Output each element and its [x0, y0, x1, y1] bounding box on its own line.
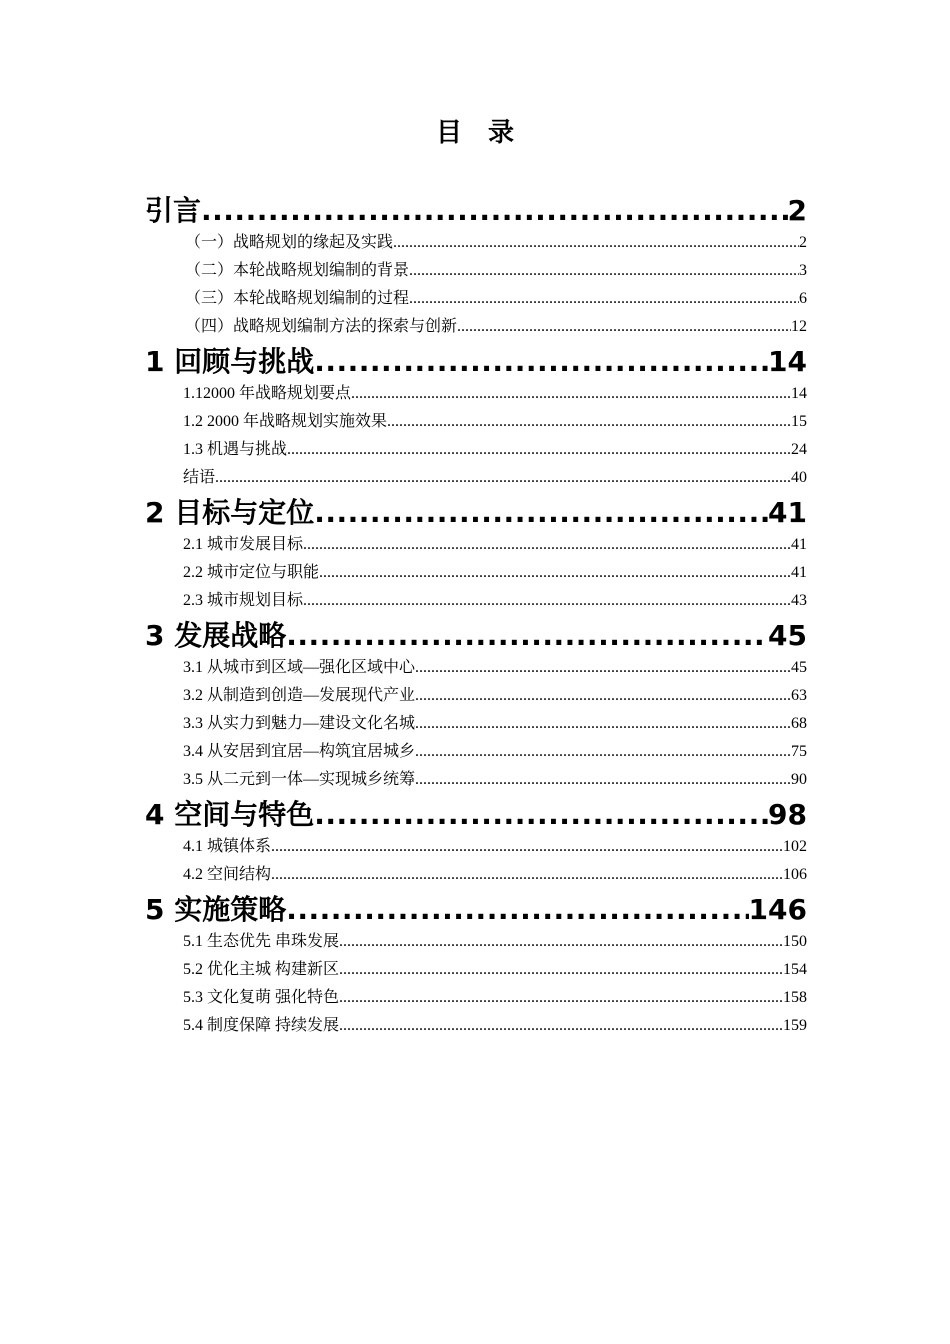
toc-section-entry[interactable] [145, 464, 807, 492]
toc-entry-title: （四）战略规划编制方法的探索与创新 [185, 318, 458, 335]
toc-page-number: 40 [791, 469, 807, 486]
toc-leader-dots [314, 343, 768, 380]
toc-leader-dots [415, 766, 791, 794]
toc-section-entry[interactable] [145, 928, 807, 956]
toc-section-entry[interactable] [145, 380, 807, 408]
toc-entry-title: 5.2 优化主城 构建新区 [183, 961, 340, 978]
toc-section-entry[interactable] [145, 654, 807, 682]
toc-leader-dots [339, 956, 783, 984]
toc-entry-title: 3.1 从城市到区域—强化区域中心 [183, 659, 416, 676]
toc-page-number: 12 [791, 318, 807, 335]
toc-entry-title: 1.3 机遇与挑战 [183, 441, 288, 458]
toc-section-entry[interactable] [145, 984, 807, 1012]
toc-page-number: 90 [791, 771, 807, 788]
toc-page-number: 75 [791, 743, 807, 760]
toc-leader-dots [271, 833, 783, 861]
toc-leader-dots [286, 891, 748, 928]
toc-page-number: 43 [791, 592, 807, 609]
toc-leader-dots [319, 559, 791, 587]
toc-page-number: 14 [791, 385, 807, 402]
toc-page-number: 106 [783, 866, 807, 883]
toc-leader-dots [393, 229, 799, 257]
toc-page-number: 158 [783, 989, 807, 1006]
toc-page-number: 2 [787, 194, 807, 227]
toc-leader-dots [457, 313, 791, 341]
page-title: 目 录 [435, 118, 514, 148]
toc-page-number: 45 [768, 619, 807, 652]
toc-entry-title: 2.2 城市定位与职能 [183, 564, 320, 581]
toc-chapter-entry[interactable] [145, 891, 807, 928]
toc-leader-dots [314, 494, 768, 531]
toc-section-entry[interactable] [145, 408, 807, 436]
toc-leader-dots [303, 531, 791, 559]
toc-page-number: 6 [799, 290, 807, 307]
toc-leader-dots [387, 408, 791, 436]
toc-page-number: 150 [783, 933, 807, 950]
toc-entry-title: 2.3 城市规划目标 [183, 592, 304, 609]
toc-section-entry[interactable] [145, 956, 807, 984]
toc-entry-title: 5.1 生态优先 串珠发展 [183, 933, 340, 950]
toc-leader-dots [201, 192, 788, 229]
toc-page-number: 15 [791, 413, 807, 430]
table-of-contents [145, 190, 807, 1040]
toc-page-number: 3 [799, 262, 807, 279]
toc-section-entry[interactable] [145, 710, 807, 738]
toc-page-number: 146 [748, 893, 807, 926]
toc-section-entry[interactable] [145, 682, 807, 710]
toc-page-number: 154 [783, 961, 807, 978]
toc-leader-dots [339, 1012, 783, 1040]
toc-page-number: 68 [791, 715, 807, 732]
toc-section-entry[interactable] [145, 833, 807, 861]
toc-entry-title: （一）战略规划的缘起及实践 [185, 234, 394, 251]
toc-page-number: 159 [783, 1017, 807, 1034]
toc-page-number: 2 [799, 234, 807, 251]
toc-section-entry[interactable] [145, 313, 807, 341]
toc-entry-title: 1.12000 年战略规划要点 [183, 385, 352, 402]
toc-page-number: 45 [791, 659, 807, 676]
toc-leader-dots [271, 861, 783, 889]
toc-page-number: 102 [783, 838, 807, 855]
toc-entry-title: 5 实施策略 [145, 893, 287, 926]
toc-leader-dots [415, 710, 791, 738]
toc-chapter-entry[interactable] [145, 192, 807, 229]
toc-entry-title: 1 回顾与挑战 [145, 345, 315, 378]
toc-entry-title: 5.4 制度保障 持续发展 [183, 1017, 340, 1034]
toc-leader-dots [287, 436, 791, 464]
toc-entry-title: 3.5 从二元到一体—实现城乡统筹 [183, 771, 416, 788]
toc-chapter-entry[interactable] [145, 494, 807, 531]
toc-section-entry[interactable] [145, 766, 807, 794]
toc-page-number: 41 [791, 564, 807, 581]
toc-leader-dots [415, 682, 791, 710]
toc-page-number: 41 [768, 496, 807, 529]
toc-chapter-entry[interactable] [145, 343, 807, 380]
toc-entry-title: 结语 [183, 469, 216, 486]
toc-section-entry[interactable] [145, 531, 807, 559]
toc-entry-title: 4 空间与特色 [145, 798, 315, 831]
toc-entry-title: 4.1 城镇体系 [183, 838, 272, 855]
toc-section-entry[interactable] [145, 436, 807, 464]
toc-entry-title: 引言 [145, 194, 202, 227]
toc-page-number: 98 [768, 798, 807, 831]
toc-section-entry[interactable] [145, 1012, 807, 1040]
toc-section-entry[interactable] [145, 229, 807, 257]
toc-entry-title: 4.2 空间结构 [183, 866, 272, 883]
toc-section-entry[interactable] [145, 257, 807, 285]
toc-entry-title: 2.1 城市发展目标 [183, 536, 304, 553]
toc-entry-title: 1.2 2000 年战略规划实施效果 [183, 413, 388, 430]
toc-entry-title: （二）本轮战略规划编制的背景 [185, 262, 410, 279]
toc-leader-dots [409, 257, 799, 285]
toc-section-entry[interactable] [145, 559, 807, 587]
toc-page-number: 24 [791, 441, 807, 458]
toc-leader-dots [215, 464, 791, 492]
toc-entry-title: 3.2 从制造到创造—发展现代产业 [183, 687, 416, 704]
toc-leader-dots [415, 738, 791, 766]
toc-entry-title: 3.4 从安居到宜居—构筑宜居城乡 [183, 743, 416, 760]
toc-section-entry[interactable] [145, 587, 807, 615]
toc-page-number: 63 [791, 687, 807, 704]
toc-chapter-entry[interactable] [145, 796, 807, 833]
toc-page-number: 14 [768, 345, 807, 378]
toc-chapter-entry[interactable] [145, 617, 807, 654]
toc-leader-dots [409, 285, 799, 313]
toc-leader-dots [351, 380, 791, 408]
toc-leader-dots [339, 928, 783, 956]
toc-section-entry[interactable] [145, 738, 807, 766]
toc-leader-dots [314, 796, 768, 833]
toc-leader-dots [286, 617, 768, 654]
toc-entry-title: 2 目标与定位 [145, 496, 315, 529]
toc-leader-dots [339, 984, 783, 1012]
toc-entry-title: 3.3 从实力到魅力—建设文化名城 [183, 715, 416, 732]
toc-section-entry[interactable] [145, 285, 807, 313]
toc-entry-title: 5.3 文化复萌 强化特色 [183, 989, 340, 1006]
toc-leader-dots [303, 587, 791, 615]
toc-entry-title: 3 发展战略 [145, 619, 287, 652]
toc-leader-dots [415, 654, 791, 682]
toc-entry-title: （三）本轮战略规划编制的过程 [185, 290, 410, 307]
toc-page-number: 41 [791, 536, 807, 553]
toc-section-entry[interactable] [145, 861, 807, 889]
